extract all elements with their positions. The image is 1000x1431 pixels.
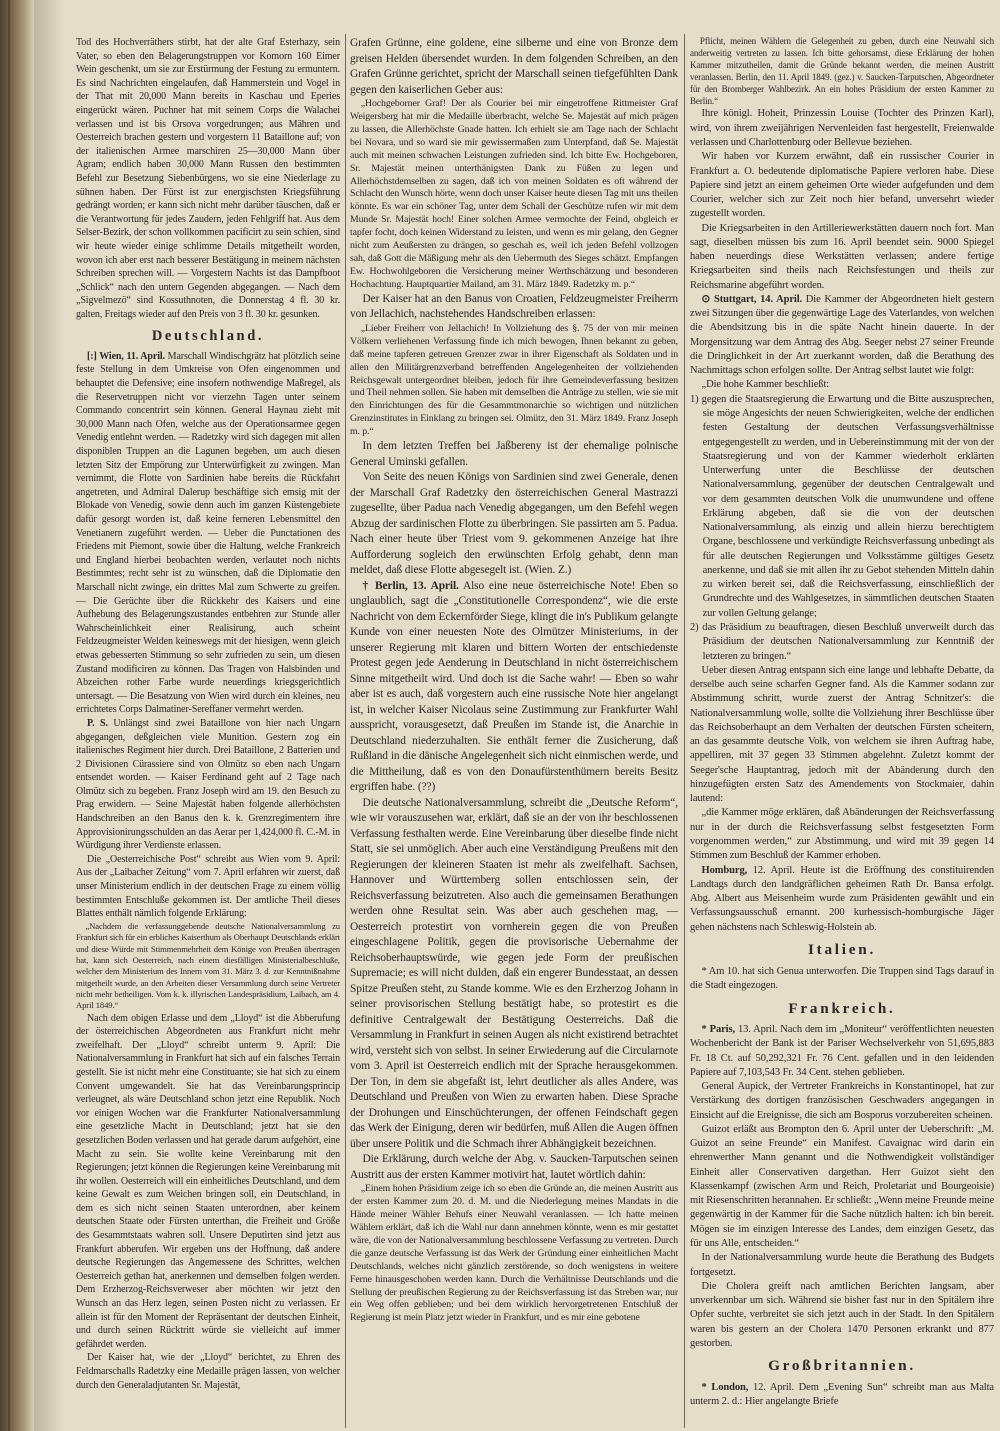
paragraph-text: „Hochgeborner Graf! Der als Courier bei mir eingetroffene Rittmeister Graf Weigersberg hat mir die Medaille überbracht, welche Se. Majestät auf mich prägen zu lassen, die Allerhöchste Gnade hatten. Ich erhielt sie am Tage nach der Schlacht bei Novara, und so ward sie mir gewissermaßen zum Unterpfand, daß Se. Majestät auch mit meinen schwachen Leistungen zufrieden sind. Ich bitte Ew. Hochgeboren, Sr. Majestät meinen unterthänigsten Dank zu Füßen zu legen und Allerhöchstdemselben zu sagen, daß ich von meinen Soldaten es oft während der Schlacht den Wunsch hörte, wenn doch unser Kaiser heute diesen Tag mit uns theilen könnte. Es war ein schöner Tag, unter dem Schall der Geschütze rufen wir mit dem Munde Sr. Majestät hoch! Einer solchen Armee vermochte der Feind, obgleich er tapfer focht, doch keinen Widerstand zu leisten, und wenn es mir gelang, den Gegner nicht zum Aeußersten zu drängen, so geschah es, weil ich jeden Befehl vollzogen sah, daß Gott die Mäßigung mehr als den Uebermuth des Sieges schätzt. Empfangen Ew. Hochwohlgeboren die Versicherung meiner Werthschätzung und besonderen Hochachtung. Hauptquartier Mailand, am 31. März 1849. Radetzky m. p.“ (350, 98, 678, 290)
article-paragraph (76, 1351, 340, 1392)
paragraph-text: Die Cholera greift nach amtlichen Berichten langsam, aber unverkennbar um sich. Während sie bisher fast nur in den Spitälern ihre Opfer suchte, verbreitet sie sich jetzt auch in der Stadt. In den Spitälern waren bis gestern an der Cholera 1470 Personen erkrankt und 877 gestorben. (690, 1280, 994, 1349)
paragraph-text: Grafen Grünne, eine goldene, eine silberne und eine von Bronze dem greisen Helden übersendet wurden. In dem folgenden Schreiben, an den Grafen Grünne gerichtet, spricht der Marschall seinen tiefgefühlten Dank gegen den kaiserlichen Geber aus: (350, 37, 678, 96)
article-paragraph (76, 717, 340, 853)
column-2 (350, 36, 678, 1426)
paragraph-text: „Lieber Freiherr von Jellachich! In Vollziehung des §. 75 der von mir meinen Völkern verliehenen Verfassung finde ich mich bewogen, Ihnen bekannt zu geben, daß meine tapferen getreuen Grenzer zwar in ihrer Eigenschaft als Soldaten und in allen den Militärgrenzverband betreffenden Angelegenheiten der vollziehenden Reichsgewalt untergeordnet bleiben, jedoch für ihre Gemeindeverfassung besitzen und Theil nehmen sollen. Sie haben mit demselben die Anträge zu stellen, wie sie mit den Einrichtungen des für die Gesammtmonarchie so wichtigen und nützlichen Grenzinstitutes in Einklang zu bringen sei. Olmütz, den 31. März 1849. Franz Joseph m. p.“ (350, 322, 678, 438)
dateline: P. S. (87, 717, 108, 729)
article-paragraph (690, 107, 994, 150)
dateline: [:] Wien, 11. April. (87, 350, 165, 362)
paragraph-text: Die Kriegsarbeiten in den Artilleriewerkstätten dauern noch fort. Man sagt, dieselben müssen bis zum 16. April beendet sein. 9000 Spiegel haben neuerdings diese Werkstätten verlassen; andere fertige Kriegsarbeiten sind theils nach Reichsfestungen und theils zur Reichsmarine abgeführt worden. (690, 222, 994, 291)
article-paragraph (350, 36, 678, 98)
paragraph-text: Guizot erläßt aus Brompton den 6. April unter der Ueberschrift: „M. Guizot an seine Freunde“ ein Manifest. Cavaignac wird darin ein ehrenwerther Mann genannt und die Nothwendigkeit vollständiger Einheit aller Conservativen dargethan. Herr Guizot sieht den Klassenkampf (zwischen Arm und Reich, Proletariat und Bourgeoisie) mit Riesenschritten herannahen. Er schließt: „Wenn meine Freunde meine gegenwärtig in der Kammer für die Sache nützlich halten: ich bin bereit. Mögen sie im einzigen Interesse des Landes, dem einzigen Gesetz, das für uns Alle, entscheiden.“ (690, 1123, 994, 1249)
column-rule (684, 34, 685, 1428)
paragraph-text: „die Kammer möge erklären, daß Abänderungen der Reichsverfassung nur in der durch die Reichsverfassung selbst festgesetzten Form vorgenommen werden,“ zur Abstimmung, und wird mit 39 gegen 14 Stimmen zum Beschluß der Kammer erhoben. (690, 807, 994, 862)
article-paragraph (690, 293, 994, 379)
article-paragraph (690, 1280, 994, 1351)
paragraph-text: 12. April. Heute ist die Eröffnung des constituirenden Landtags durch den landgräflichen geheimen Rath Dr. Bansa erfolgt. Abg. Albert aus Meisenheim wurde zum Präsidenten gewählt und ein Verfassungsausschuß ernannt. 200 kurhessisch-homburgische Jäger gehen nächstens nach Schleswig-Holstein ab. (690, 864, 994, 933)
paragraph-text: Pflicht, meinen Wählern die Gelegenheit zu geben, durch eine Neuwahl sich anderweitig vertreten zu lassen. Ich bitte gehorsamst, diese Erklärung der hohen Kammer mitzutheilen, damit die Gründe bekannt werden, die meinen Austritt veranlassen. Berlin, den 11. April 1849. (gez.) v. Saucken-Tarputschen, Abgeordneter für den Bromberger Wahlbezirk. An ein hohes Präsidium der ersten Kammer zu Berlin.“ (690, 36, 994, 106)
book-binding-edge (0, 0, 34, 1431)
quoted-document (350, 323, 678, 439)
paragraph-text: 13. April. Nach dem im „Moniteur“ veröffentlichten neuesten Wochenbericht der Bank ist der Pariser Wechselverkehr von 51,695,883 Fr. 18 Ct. auf 50,292,321 Fr. 76 Cent. gefallen und in den leidenden Papiere auf 7,103,543 Fr. 34 Cent. stehen geblieben. (690, 1024, 994, 1078)
quoted-document (690, 36, 994, 107)
paragraph-text: 1) gegen die Staatsregierung die Erwartung und die Bitte auszusprechen, sie möge Angesichts der neuen Schwierigkeiten, welche der endlichen festen Gestaltung der deutschen Verfassungsverhältnisse entgegengestellt zu werden, und in Uebereinstimmung mit der von der Staatsregierung und von der Kammer wiederholt erklärten Unterwerfung unter die Beschlüsse der deutschen Nationalversammlung, gegenüber der deutschen Centralgewalt und vor dem gesammten deutschen Volk die unumwundene und offene Erklärung abgeben, daß sie die von der deutschen Nationalversammlung, als einzig und allein hierzu berechtigtem Organe, beschlossene und verkündigte Reichsverfassung unbedingt als für alle deutschen Regierungen und Volksstämme gültiges Gesetz anerkenne, und daß sie mit allen ihr zu Gebot stehenden Mitteln dahin zu wirken bereit sei, daß die Reichsverfassung, einschließlich der Grundrechte und des Wahlgesetzes, in sämmtlichen deutschen Staaten zur vollen Geltung gelange; (690, 393, 994, 619)
paragraph-text: „Nachdem die verfassunggebende deutsche Nationalversammlung zu Frankfurt sich für ein erbliches Kaiserthum als Oberhaupt Deutschlands erklärt und diese Würde mit Stimmenmehrheit dem Könige von Preußen übertragen hat, kann sich Oesterreich, nach einem diesfälligen Ministerialbeschluße, welcher dem Ministerium des Innern vom 31. März 3. d. zur Kenntnißnahme mitgetheilt wurde, an den Arbeiten dieser Versammlung durch seine Vertreter nicht mehr betheiligen. Vom k. k. illyrischen Landespräsidium, Laibach, am 4. April 1849.“ (76, 920, 340, 1011)
paragraph-text: In der Nationalversammlung wurde heute die Berathung des Budgets fortgesetzt. (690, 1252, 994, 1278)
article-paragraph (690, 222, 994, 293)
column-rule (345, 34, 346, 1428)
paragraph-text: Der Kaiser hat, wie der „Lloyd“ berichtet, zu Ehren des Feldmarschalls Radetzky eine Medaille prägen lassen, von welcher durch den Generaladjutanten Sr. Majestät, (76, 1352, 340, 1391)
article-paragraph (690, 1023, 994, 1080)
article-paragraph (690, 965, 994, 994)
article-paragraph (350, 470, 678, 579)
article-paragraph (350, 292, 678, 323)
article-paragraph (350, 439, 678, 470)
paragraph-text: Also eine neue österreichische Note! Eben so unglaublich, sagt die „Constitutionelle Correspondenz“, wie die erste Nachricht von dem Eckernförder Siege, klingt die in's Publikum gelangte Kunde von einer neuesten Note des Olmützer Ministeriums, in der unserer Regierung mit klaren und bittern Worten der entschiedenste Protest gegen jede Aenderung in Deutschland in nicht österreichischem Sinne mitgetheilt wird. Und doch ist die Sache wahr! — Eben so wahr aber ist es auch, daß vorgestern auch eine russische Note hier angelangt ist, in welcher Kaiser Nicolaus seine Zustimmung zur Frankfurter Wahl ausspricht, vorausgesetzt, daß Preußen im Stande ist, die Anarchie in Deutschland niederzuhalten. Sie enthält ferner die Zusicherung, daß Rußland in die dänische Angelegenheit sich nicht einmischen werde, und die Mittheilung, daß es von den Donaufürstenthümern bereits Besitz ergriffen habe. (??) (350, 579, 678, 794)
paragraph-text: Wir haben vor Kurzem erwähnt, daß ein russischer Courier in Frankfurt a. O. bedeutende diplomatische Papiere verloren habe. Diese Papiere sind jetzt an einem geheimen Orte wieder aufgefunden und dem Courier, welcher sich zur Zeit noch hier befand, unversehrt wieder zugestellt worden. (690, 151, 994, 220)
article-paragraph (690, 1381, 994, 1410)
article-paragraph (690, 806, 994, 863)
paragraph-text: „Einem hohen Präsidium zeige ich so eben die Gründe an, die meinen Austritt aus der ersten Kammer zum 20. d. M. und die Niederlegung meines Mandats in die Hände meiner Wähler Behufs einer Neuwahl veranlassen. — Ich hatte meinen Wählern erklärt, daß ich die Wahl nur dann annehmen könnte, wenn es mir gestattet wäre, die von der Nationalversammlung beschlossene Verfassung zu vertreten. Durch die ganze deutsche Verfassung ist das Werk der Gründung einer einheitlichen Macht Deutschlands, welches nicht gänzlich zerstörende, so doch wenigstens in weitere Ferne hinausgeschoben werden kann. Durch die Verhältnisse Deutschlands und die Stellung der preußischen Regierung zu der Reichsverfassung ist das Streben war, nur ein Weg offen geblieben; und bei dem wirklich hervorgetretenen Entschluß der Regierung ist mein Platz jetzt wieder in Frankfurt, und es mir eine gebotene (350, 1183, 678, 1324)
article-paragraph (350, 1152, 678, 1183)
article-paragraph (76, 853, 340, 921)
article-paragraph (76, 36, 340, 321)
resolution-item (690, 393, 994, 621)
paragraph-text: In dem letzten Treffen bei Jaßbereny ist der ehemalige polnische General Uminski gefallen. (350, 440, 678, 468)
article-paragraph (76, 1012, 340, 1352)
article-paragraph (350, 579, 678, 796)
resolution-item (690, 621, 994, 664)
paragraph-text: Die „Oesterreichische Post“ schreibt aus Wien vom 9. April: Aus der „Laibacher Zeitung“ vom 7. April erfahren wir zuerst, daß unser Ministerium endlich in der deutschen Frage zu einem völlig bestimmten Entschluße gekommen ist. Der amtliche Theil dieses Blattes enthält nämlich folgende Erklärung: (76, 853, 340, 920)
article-paragraph (690, 1251, 994, 1280)
paragraph-text: Nach dem obigen Erlasse und dem „Lloyd“ ist die Abberufung der österreichischen Abgeordneten aus Frankfurt nicht mehr zweifelhaft. Der „Lloyd“ schreibt unterm 9. April: Die Nationalversammlung in Frankfurt hat sich auf ein falsches Terrain gestellt. Sie ist nicht mehr eine Constituante; sie hat sich zu einem Convent umgewandelt. Sie hat das Vereinbarungsprincip verleugnet, als wäre Deutschland schon jetzt eine Republik. Noch vor einigen Wochen war die Frankfurter Nationalversammlung eine gesetzliche Macht in Deutschland; jetzt hat sie den gesetzlichen Boden verlassen und hat gerade darum aufgehört, eine Macht zu sein. Sie wollte keine Vereinbarung mit den Regierungen; jetzt können die Regierungen keine Vereinbarung mit ihr wollen. Oesterreich will ein einheitliches Deutschland, und dem keine Gewalt es zum Weichen bringen soll, ein Deutschland, in dem es sich nicht seinen Staaten unterordnen, aber keinem deutschen Staate oder Fürsten unterthan, die Freiheit und Größe des Gesammtstaats wahren soll. Unsere Deputirten sind jetzt aus Frankfurt abberufen. Wir ergeben uns der Hoffnung, daß andere deutsche Regierungen das Angemessene des Schrittes, welchen Oesterreich gethan hat, anerkennen und demselben folgen werden. Dem Erzherzog-Reichsverweser aber möchten wir jetzt den Wunsch an das Herz legen, seinen Posten nicht zu verlassen. Er allein ist für den Moment der Repräsentant der deutschen Einheit, und durch seinen Rücktritt würde sie vielleicht auf immer gefährdet werden. (76, 1012, 340, 1350)
dateline: Homburg, (701, 864, 748, 876)
paragraph-text: Von Seite des neuen Königs von Sardinien sind zwei Generale, denen der Marschall Graf Radetzky den österreichischen General Mastrazzi zugesellte, über Padua nach Venedig abgegangen, um den Befehl wegen Abzug der sardinischen Flotte zu überbringen. Sie passirten am 5. Padua. Nach einer heute über Triest vom 9. gekommenen Anzeige hat ihre Aufforderung sogleich den erwünschten Erfolg gehabt, denn man meldet, daß diese Flotte abgesegelt ist. (Wien. Z.) (350, 471, 678, 577)
paragraph-text: Ihre königl. Hoheit, Prinzessin Louise (Tochter des Prinzen Karl), wird, von ihrem zweijährigen Nervenleiden fast hergestellt, Freienwalde verlassen und Charlottenburg oder Bellevue beziehen. (690, 108, 994, 148)
article-paragraph (690, 378, 994, 392)
article-paragraph (350, 796, 678, 1153)
paragraph-text: „Die hohe Kammer beschließt: (701, 379, 830, 391)
gutter-shadow (34, 0, 64, 1431)
paragraph-text: Die Kammer der Abgeordneten hielt gestern zwei Sitzungen über die gegenwärtige Lage des Vaterlandes, von welchen die Abendsitzung bis in die späte Nacht hinein dauerte. In der Morgensitzung war dem Antrag des Abg. Seeger nebst 27 seiner Freunde die Dringlichkeit in der Art zuerkannt worden, daß die Berathung des Nachmittags schon erfolgen sollte. Der Antrag selbst lautet wie folgt: (690, 293, 994, 377)
article-paragraph (690, 864, 994, 935)
paragraph-text: Marschall Windischgrätz hat plötzlich seine feste Stellung in dem Umkreise von Ofen eingenommen und behauptet die Defensive; eine insofern nothwendige Maßregel, als die Reservetruppen nicht vor vierzehn Tagen unter seinem Commando concentrirt sein können. General Haynau zieht mit 30,000 Mann nach Ofen, welche aus der Operationsarmee gegen Venedig entlehnt werden. — Radetzky wird sich dagegen mit allen disponiblen Truppen an die Lagunen begeben, um auch diesen letzten Sitz der Empörung zur Unterwürfigkeit zu zwingen. Man vernimmt, die Flotte von Sardinien habe bereits die Rückfahrt angetreten, und Admiral Dalerup beschäftige sich emsig mit der Blokade von Venedig, sowie denn auch im ganzen Küstengebiete dafür gesorgt worden ist, daß keine ferneren Lebensmittel den Venetianern zugeführt werden. — Ueber die Punctationen des Friedens mit Piemont, sowie über die Haltung, welche Frankreich und England hierbei beobachten werden, verlautet noch nichts Bestimmtes; recht sehr ist zu wünschen, daß die Diplomatie den Marschall nicht zwinge, ein drittes Mal zum Schwerte zu greifen. — Die Gerüchte über die Rückkehr des Kaisers und eine Aufhebung des Belagerungszustandes entbehren zur Stunde aller Wahrscheinlichkeit einer Realisirung, auch scheint Feldzeugmeister Welden keineswegs mit der hiesigen, wenn gleich etwas gebesserten Stimmung so sehr zufrieden zu sein, um diesen Zustand modificiren zu können. Das Tragen von Halsbinden und Abzeichen rother Farbe wurde neuerdings kriegsgerichtlich untersagt. — Die Besatzung von Wien wird durch ein kleines, neu errichtetes Corps Dalmatiner-Sereffaner vermehrt werden. (76, 350, 340, 716)
paragraph-text: 12. April. Dem „Evening Sun“ schreibt man aus Malta unterm 2. d.: Hier angelangte Briefe (690, 1381, 994, 1408)
dateline: ⊙ Stuttgart, 14. April. (701, 293, 803, 305)
quoted-document (76, 921, 340, 1012)
section-heading: Frankreich. (788, 999, 896, 1017)
paragraph-text: Die Erklärung, durch welche der Abg. v. Saucken-Tarputschen seinen Austritt aus der ersten Kammer motivirt hat, lautet wörtlich dahin: (350, 1153, 678, 1181)
paragraph-text: Tod des Hochverräthers stirbt, hat der alte Graf Esterhazy, sein Vater, so eben den Belagerungstruppen vor Komorn 160 Eimer Wein geschenkt, um sie zur Erstürmung der Festung zu ermuntern. Es sind Nachrichten eingelaufen, daß Hammerstein und Vogel in der That mit 20,000 Mann bereits in Kaschau und Eperies eingerückt wären. Puchner hat mit seinem Corps die Walachei verlassen und ist bis Orsova vorgedrungen; aus Mähren und Oesterreich brachen gestern und vorgestern 11 Bataillone auf; von der italienischen Armee marschiren 25—30,000 Mann über Agram; endlich haben 30,000 Mann Russen den bestimmten Befehl zur Besetzung Siebenbürgens, wo sie eine Niederlage zu sühnen haben. Der Fürst ist zur energischsten Kriegsführung gedrängt worden; er kann sich nicht mehr darüber täuschen, daß er die Verantwortung für jedes Zaudern, jeden Fehlgriff hat. Aus dem Selser-Bezirk, der schon vollkommen pacificirt zu sein schien, sind wir heute wieder einige schlimme Details mitgetheilt worden, wovon ich aber erst nach besserer Bestätigung in meinem nächsten Schreiben sprechen will. — Vorgestern Nachts ist das Dampfboot „Schlick“ nach den untern Gegenden abgegangen. — Nach dem „Sigvelmezö“ sind Kossuthnoten, die Donnerstag 4 fl. 30 kr. galten, Freitags wieder auf den Preis von 3 fl. 30 kr. gesunken. (76, 37, 340, 320)
article-paragraph (690, 1080, 994, 1123)
paragraph-text: 2) das Präsidium zu beauftragen, diesen Beschluß unverweilt durch das Präsidium der deutschen Nationalversammlung zur Kenntniß der letzteren zu bringen.“ (690, 622, 994, 662)
section-heading: Großbritannien. (768, 1357, 916, 1375)
column-1 (76, 36, 340, 1426)
paragraph-text: Die deutsche Nationalversammlung, schreibt die „Deutsche Reform“, wie wir vorauszusehen war, erklärt, daß sie an der von ihr beschlossenen Verfassung festhalten werde. Eine Vereinbarung über dieselbe finde nicht Statt, sie sei unmöglich. Aber auch eine Verständigung Preußens mit den Regierungen der kleineren Staaten ist mehr als zweifelhaft. Sachsen, Hannover und Württemberg sollen entschlossen sein, der Reichsverfassung beizutreten. Also auch die gemeinsamen Berathungen werden ohne Resultat sein. Was aber auch geschehen mag, — Oesterreich protestirt von vornherein gegen die von Preußen eingeschlagene Politik, gegen die provisorische Uebernahme der Reichsoberhauptswürde, wie gegen jede Form der preußischen Supremacie; es will nicht dulden, daß ein engerer Bundesstaat, an dessen Spitze Preußen steht, zu Stande komme. Wie es den Erzherzog Johann in seiner provisorischen Stellung bestätigt habe, so protestirt es die definitive Centralgewalt der Bestätigung Oesterreichs. Daß die Versammlung in Frankfurt in seinen Augen als nicht existirend betrachtet wird, versteht sich von selbst. In seiner Erwiederung auf die Circularnote vom 3. April ist Oesterreich endlich mit der Sprache herausgekommen. Der Ton, in dem sie abgefaßt ist, lehrt deutlicher als alles Andere, was Deutschland und Preußen von Wien zu erwarten haben. Diese Sprache der Drohungen und Einschüchterungen, der offenen Feindschaft gegen das Werk der Einigung, deren wir bedürfen, muß Allen die Augen öffnen über unsere Politik und die Schmach ihrer Abhängigkeit bezeichnen. (350, 796, 678, 1150)
paragraph-text: Ueber diesen Antrag entspann sich eine lange und lebhafte Debatte, da derselbe auch seine scharfen Gegner fand. Als die Kammer sodann zur Abstimmung schritt, wurde zuerst der Antrag Schnitzer's: die Nationalversammlung wolle, sollte die Vollziehung ihrer Beschlüsse über das Reichsoberhaupt an dem Verhalten der deutschen Fürsten scheitern, an das gesammte deutsche Volk, von welchem sie ihren Auftrag habe, appelliren, mit 37 gegen 33 Stimmen abgelehnt. Zuletzt kommt der Seeger'sche Hauptantrag, jedoch mit der Abänderung durch den hinzugefügten ersten Satz des Amendements von Stockmaier, dahin lautend: (690, 664, 994, 805)
article-paragraph (690, 150, 994, 221)
dateline: * London, (701, 1381, 749, 1393)
column-3 (690, 36, 994, 1426)
article-paragraph (76, 350, 340, 717)
paragraph-text: Der Kaiser hat an den Banus von Croatien, Feldzeugmeister Freiherrn von Jellachich, nachstehendes Handschreiben erlassen: (350, 292, 678, 321)
article-paragraph (690, 664, 994, 807)
section-heading: Deutschland. (151, 327, 265, 344)
paragraph-text: General Aupick, der Vertreter Frankreichs in Konstantinopel, hat zur Verstärkung des dortigen französischen Geschwaders angegangen in Einsicht auf die Ereignisse, die sich am Bosporus vorzubereiten scheinen. (690, 1081, 994, 1121)
paragraph-text: * Am 10. hat sich Genua unterworfen. Die Truppen sind Tags darauf in die Stadt eingezogen. (690, 965, 994, 991)
quoted-document (350, 1183, 678, 1325)
dateline: * Paris, (701, 1024, 735, 1035)
article-paragraph (690, 1123, 994, 1251)
dateline: † Berlin, 13. April. (362, 579, 459, 592)
quoted-document (350, 98, 678, 292)
section-heading: Italien. (807, 941, 876, 959)
paragraph-text: Unlängst sind zwei Bataillone von hier nach Ungarn abgegangen, deßgleichen viele Munition. Gestern zog ein italienisches Regiment hier durch. Drei Bataillone, 2 Batterien und 2 Divisionen Cürassiere sind von Olmütz so eben nach Ungarn entsendet worden. — Kaiser Ferdinand geht auf 2 Tage nach Olmütz sich zu begeben. Franz Joseph wird am 19. den Besuch zu Prag erwidern. — Seine Majestät haben folgende allerhöchsten Handschreiben an den Banus den k. k. Grenzregimentern ihre Approvisionirungsschulden an das Aerar per 1,424,000 fl. C.-M. in Würdigung ihrer Verdienste erlassen. (76, 717, 340, 852)
